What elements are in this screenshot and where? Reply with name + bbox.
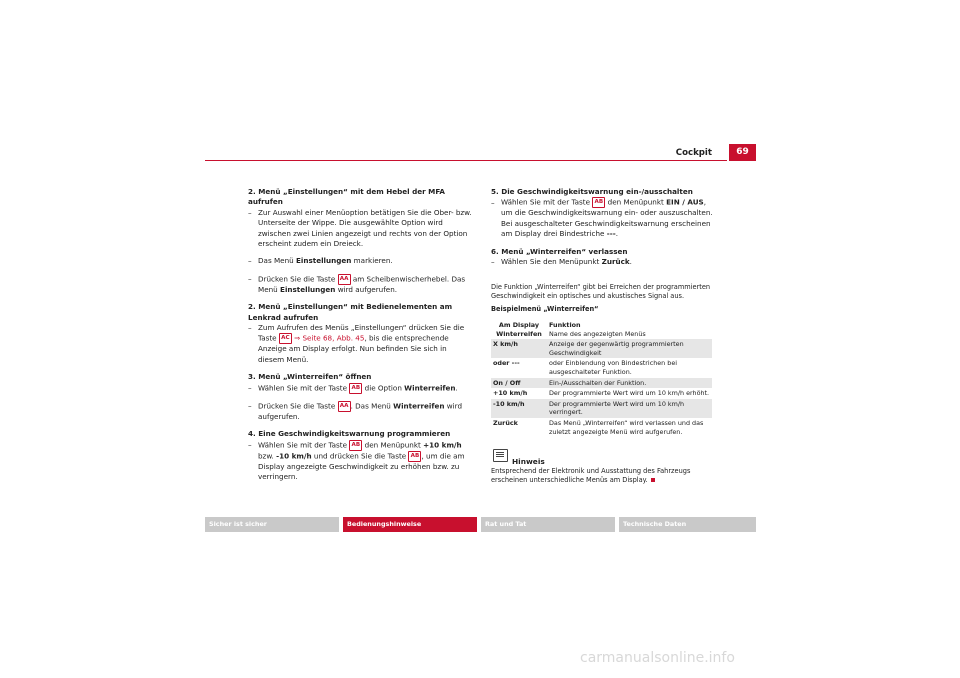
instruction-step: – Wählen Sie mit der Taste AB die Option Winterreifen.	[248, 383, 458, 393]
table-header-row	[491, 320, 712, 339]
table-header-cell: Am Display Winterreifen	[496, 321, 542, 338]
instruction-step: – Wählen Sie mit der Taste AB den Menüpunkt +10 km/h bzw. -10 km/h und drücken Sie die Taste AB , um die am Display angezeigte Geschwindigkeit zu erhöhen bzw. zu verringern.	[248, 440, 465, 481]
example-menu-title: Beispielmenü „Winterreifen“	[491, 305, 599, 313]
key-symbol: AA	[338, 274, 351, 285]
table-row: -10 km/h Der programmierte Wert wird um 10 km/h verringert.	[491, 399, 712, 418]
instruction-step: – Wählen Sie den Menüpunkt Zurück.	[491, 257, 632, 267]
table-row: Zurück Das Menü „Winterreifen“ wird verlassen und das zuletzt angezeigte Menü wird aufgerufen.	[493, 418, 704, 436]
page-number: 69	[729, 144, 756, 161]
header-rule	[205, 160, 727, 161]
key-symbol: AB	[349, 440, 362, 451]
footer-tab-technical-data[interactable]: Technische Daten	[619, 517, 756, 532]
note-icon	[493, 449, 508, 462]
left-column	[248, 187, 474, 482]
note-text: Entsprechend der Elektronik und Ausstattung des Fahrzeugs erscheinen unterschiedliche Menüs am Display.	[491, 467, 691, 485]
key-symbol: AC	[279, 333, 292, 344]
instruction-step: – Wählen Sie mit der Taste AB den Menüpunkt EIN / AUS, um die Geschwindigkeitswarnung ein- oder auszuschalten. Bei ausgeschalteter Geschwindigkeitswarnung erscheinen am Display drei Bindestriche ---.	[491, 197, 713, 239]
table-row: +10 km/h Der programmierte Wert wird um 10 km/h erhöht.	[493, 389, 710, 398]
instruction-step: – Drücken Sie die Taste AA . Das Menü Winterreifen wird aufgerufen.	[248, 401, 463, 421]
section-heading: 3. Menü „Winterreifen“ öffnen	[248, 372, 372, 382]
running-header-title: Cockpit	[675, 148, 712, 158]
key-symbol: AB	[408, 451, 421, 462]
instruction-step: – Zur Auswahl einer Menüoption betätigen Sie die Ober- bzw. Unterseite der Wippe. Die ausgewählte Option wird zwischen zwei Linien angezeigt und rechts von der Option erscheint zudem ein Dreieck.	[248, 207, 472, 249]
footer-tab-advice[interactable]: Rat und Tat	[481, 517, 615, 532]
page-reference-link[interactable]: ⇒ Seite 68, Abb. 45	[294, 333, 365, 343]
table-row: oder --- oder Einblendung von Bindestrichen bei ausgeschalteter Funktion.	[493, 359, 678, 376]
section-heading: 4. Eine Geschwindigkeitswarnung programmieren	[248, 429, 451, 439]
table-header-cell: Funktion Name des angezeigten Menüs	[549, 321, 646, 338]
function-intro: Die Funktion „Winterreifen“ gibt bei Erreichen der programmierten Geschwindigkeit ein optisches und akustisches Signal aus.	[491, 283, 711, 301]
key-symbol: AA	[338, 401, 351, 412]
section-heading: 5. Die Geschwindigkeitswarnung ein-/ausschalten	[491, 187, 693, 196]
table-row: X km/h Anzeige der gegenwärtig programmierten Geschwindigkeit	[491, 339, 712, 358]
table-row: On / Off Ein-/Ausschalten der Funktion.	[491, 378, 712, 389]
footer-tab-safety[interactable]: Sicher ist sicher	[205, 517, 339, 532]
footer-tab-operation[interactable]: Bedienungshinweise	[343, 517, 477, 532]
key-symbol: AB	[349, 383, 362, 394]
section-heading: 6. Menü „Winterreifen“ verlassen	[491, 246, 628, 256]
key-symbol: AB	[592, 197, 605, 208]
note-title: Hinweis	[512, 457, 545, 466]
winter-tyre-menu-table	[491, 320, 712, 437]
section-heading: 2. Menü „Einstellungen“ mit Bedienelementen am Lenkrad aufrufen	[248, 302, 453, 322]
section-heading: 2. Menü „Einstellungen“ mit dem Hebel der MFA aufrufen	[248, 187, 445, 207]
right-column	[491, 187, 715, 267]
end-mark-icon	[651, 478, 655, 482]
watermark-text: carmanualsonline.info	[580, 650, 735, 666]
instruction-step: – Zum Aufrufen des Menüs „Einstellungen“ drücken Sie die Taste AC ⇒ Seite 68, Abb. 45, bis die entsprechende Anzeige am Display erfolgt. Nun befinden Sie sich in diesem Menü.	[248, 323, 465, 364]
instruction-step: – Das Menü Einstellungen markieren.	[248, 256, 393, 266]
instruction-step: – Drücken Sie die Taste AA am Scheibenwischerhebel. Das Menü Einstellungen wird aufgerufen.	[248, 274, 466, 294]
